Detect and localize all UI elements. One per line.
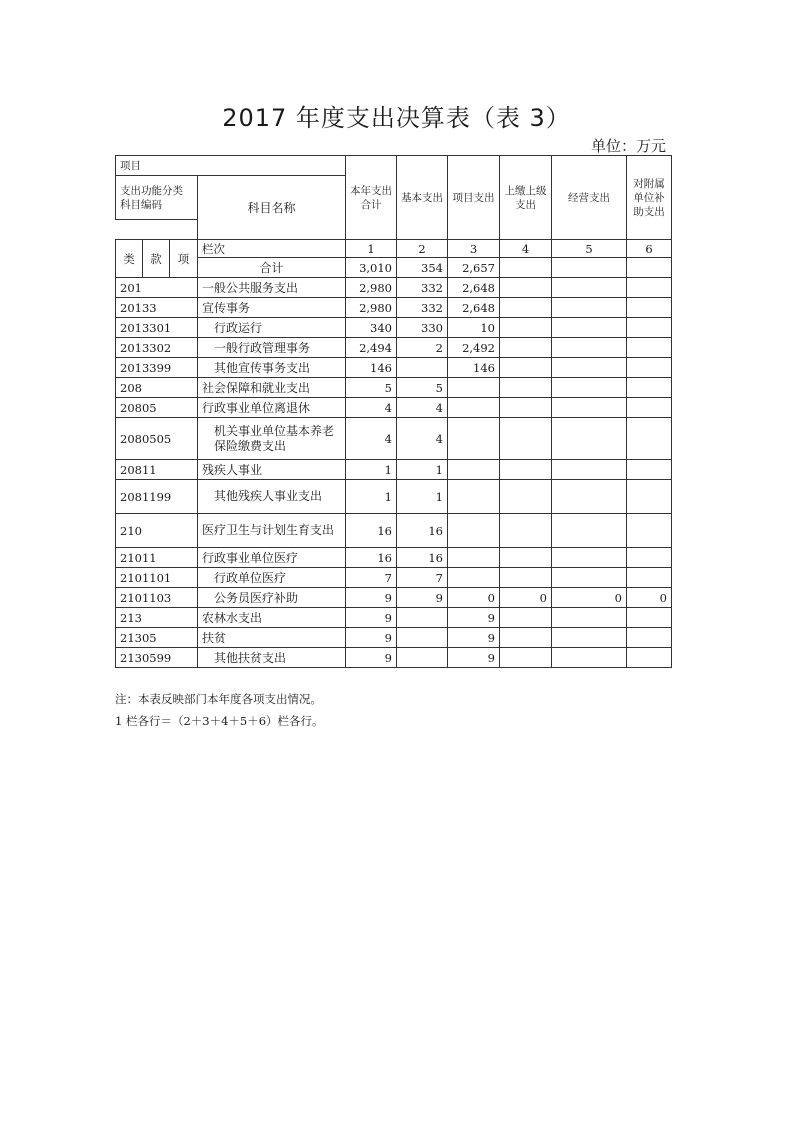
row-value-c4 — [500, 608, 552, 628]
table-row — [116, 460, 672, 480]
row-code: 2101103 — [116, 588, 198, 608]
row-value-c5 — [552, 480, 627, 514]
table-row — [116, 588, 672, 608]
row-value-c3 — [448, 398, 500, 418]
table-row — [116, 628, 672, 648]
row-code: 20133 — [116, 298, 198, 318]
row-value-c1: 1 — [346, 460, 397, 480]
row-value-c4: 0 — [500, 588, 552, 608]
col-index: 4 — [500, 240, 552, 258]
row-value-c5 — [552, 648, 627, 668]
header-col-project: 项目支出 — [448, 156, 500, 240]
col-index: 6 — [627, 240, 672, 258]
row-value-c5: 0 — [552, 588, 627, 608]
row-code: 20805 — [116, 398, 198, 418]
table-row — [116, 418, 672, 460]
row-value-c2: 330 — [397, 318, 448, 338]
row-code: 2130599 — [116, 648, 198, 668]
row-value-c5 — [552, 378, 627, 398]
row-value-c5 — [552, 358, 627, 378]
row-value-c3: 9 — [448, 648, 500, 668]
row-value-c6 — [627, 608, 672, 628]
total-value: 3,010 — [346, 258, 397, 278]
row-value-c4 — [500, 398, 552, 418]
row-value-c2: 16 — [397, 514, 448, 548]
row-value-c1: 9 — [346, 588, 397, 608]
row-code: 201 — [116, 278, 198, 298]
row-value-c3 — [448, 418, 500, 460]
row-name: 机关事业单位基本养老保险缴费支出 — [198, 418, 346, 460]
row-value-c5 — [552, 460, 627, 480]
row-name: 公务员医疗补助 — [198, 588, 346, 608]
table-row — [116, 648, 672, 668]
row-name: 其他宣传事务支出 — [198, 358, 346, 378]
row-value-c4 — [500, 298, 552, 318]
header-col-basic: 基本支出 — [397, 156, 448, 240]
row-value-c2: 1 — [397, 480, 448, 514]
row-value-c3: 0 — [448, 588, 500, 608]
total-value: 2,657 — [448, 258, 500, 278]
row-value-c1: 2,980 — [346, 278, 397, 298]
row-value-c2 — [397, 628, 448, 648]
footnote: 1 栏各行＝（2＋3＋4＋5＋6）栏各行。 — [115, 714, 324, 728]
table-row — [116, 298, 672, 318]
row-value-c3: 9 — [448, 628, 500, 648]
row-value-c4 — [500, 338, 552, 358]
expenditure-table — [115, 155, 672, 668]
row-name: 农林水支出 — [198, 608, 346, 628]
row-name: 一般公共服务支出 — [198, 278, 346, 298]
table-row — [116, 514, 672, 548]
row-value-c4 — [500, 460, 552, 480]
header-subject-name: 科目名称 — [198, 176, 346, 240]
row-value-c4 — [500, 480, 552, 514]
row-code: 208 — [116, 378, 198, 398]
col-index: 3 — [448, 240, 500, 258]
row-value-c2 — [397, 648, 448, 668]
row-value-c6 — [627, 460, 672, 480]
row-value-c4 — [500, 514, 552, 548]
row-value-c4 — [500, 318, 552, 338]
row-value-c4 — [500, 418, 552, 460]
table-row — [116, 278, 672, 298]
row-value-c1: 4 — [346, 398, 397, 418]
footnotes — [115, 688, 324, 732]
row-value-c5 — [552, 278, 627, 298]
row-value-c4 — [500, 648, 552, 668]
row-value-c5 — [552, 628, 627, 648]
row-value-c4 — [500, 278, 552, 298]
row-code: 2080505 — [116, 418, 198, 460]
row-code: 2013399 — [116, 358, 198, 378]
header-col-business: 经营支出 — [552, 156, 627, 240]
col-index: 5 — [552, 240, 627, 258]
row-value-c6 — [627, 338, 672, 358]
row-name: 宣传事务 — [198, 298, 346, 318]
row-value-c4 — [500, 378, 552, 398]
row-value-c6 — [627, 418, 672, 460]
row-value-c6 — [627, 568, 672, 588]
row-value-c6 — [627, 378, 672, 398]
row-value-c1: 1 — [346, 480, 397, 514]
table-row — [116, 378, 672, 398]
row-value-c6 — [627, 278, 672, 298]
row-value-c2: 9 — [397, 588, 448, 608]
row-code: 21305 — [116, 628, 198, 648]
row-name: 社会保障和就业支出 — [198, 378, 346, 398]
row-name: 行政单位医疗 — [198, 568, 346, 588]
table-row — [116, 608, 672, 628]
row-name: 行政事业单位医疗 — [198, 548, 346, 568]
row-value-c3 — [448, 378, 500, 398]
header-kuan: 款 — [143, 240, 170, 278]
row-value-c5 — [552, 298, 627, 318]
row-value-c3: 10 — [448, 318, 500, 338]
row-value-c2: 16 — [397, 548, 448, 568]
header-col-total: 本年支出合计 — [346, 156, 397, 240]
header-project: 项目 — [116, 156, 346, 176]
unit-label: 单位：万元 — [590, 137, 666, 155]
row-name: 残疾人事业 — [198, 460, 346, 480]
row-value-c2: 7 — [397, 568, 448, 588]
row-value-c2: 5 — [397, 378, 448, 398]
row-value-c2 — [397, 358, 448, 378]
row-code: 20811 — [116, 460, 198, 480]
row-code: 2101101 — [116, 568, 198, 588]
row-code: 2081199 — [116, 480, 198, 514]
row-value-c5 — [552, 568, 627, 588]
table-row — [116, 398, 672, 418]
total-label: 合计 — [198, 258, 346, 278]
table-row — [116, 568, 672, 588]
row-value-c3 — [448, 514, 500, 548]
row-value-c3: 2,492 — [448, 338, 500, 358]
header-xiang: 项 — [170, 240, 198, 278]
row-value-c5 — [552, 318, 627, 338]
row-value-c2: 4 — [397, 398, 448, 418]
row-value-c1: 16 — [346, 548, 397, 568]
row-value-c6 — [627, 298, 672, 318]
row-code: 213 — [116, 608, 198, 628]
row-value-c5 — [552, 338, 627, 358]
row-value-c2: 4 — [397, 418, 448, 460]
page-title: 2017 年度支出决算表（表 3） — [222, 104, 571, 132]
row-value-c3 — [448, 480, 500, 514]
row-code: 2013302 — [116, 338, 198, 358]
row-value-c2: 332 — [397, 278, 448, 298]
row-value-c3: 2,648 — [448, 278, 500, 298]
row-value-c1: 340 — [346, 318, 397, 338]
header-lanci: 栏次 — [198, 240, 346, 258]
row-value-c6: 0 — [627, 588, 672, 608]
header-col-subsidy: 对附属单位补助支出 — [627, 156, 672, 240]
row-name: 行政运行 — [198, 318, 346, 338]
row-value-c6 — [627, 628, 672, 648]
row-value-c1: 5 — [346, 378, 397, 398]
header-col-upper: 上缴上级支出 — [500, 156, 552, 240]
row-value-c1: 16 — [346, 514, 397, 548]
row-value-c2: 2 — [397, 338, 448, 358]
row-value-c6 — [627, 480, 672, 514]
row-value-c1: 9 — [346, 628, 397, 648]
row-value-c3 — [448, 460, 500, 480]
row-name: 一般行政管理事务 — [198, 338, 346, 358]
row-value-c6 — [627, 514, 672, 548]
row-value-c3 — [448, 548, 500, 568]
row-value-c5 — [552, 608, 627, 628]
row-value-c6 — [627, 318, 672, 338]
row-value-c5 — [552, 514, 627, 548]
row-value-c5 — [552, 418, 627, 460]
row-value-c5 — [552, 398, 627, 418]
row-value-c2: 1 — [397, 460, 448, 480]
row-value-c1: 2,494 — [346, 338, 397, 358]
row-value-c4 — [500, 628, 552, 648]
row-code: 2013301 — [116, 318, 198, 338]
row-value-c3: 2,648 — [448, 298, 500, 318]
row-value-c6 — [627, 548, 672, 568]
row-value-c6 — [627, 358, 672, 378]
col-index: 1 — [346, 240, 397, 258]
footnote: 注：本表反映部门本年度各项支出情况。 — [115, 692, 322, 706]
row-value-c4 — [500, 568, 552, 588]
row-value-c5 — [552, 548, 627, 568]
row-value-c1: 7 — [346, 568, 397, 588]
row-value-c4 — [500, 358, 552, 378]
table-row — [116, 480, 672, 514]
table-row — [116, 358, 672, 378]
col-index: 2 — [397, 240, 448, 258]
table-row — [116, 318, 672, 338]
row-value-c1: 9 — [346, 648, 397, 668]
total-value: 354 — [397, 258, 448, 278]
header-func-code: 支出功能分类科目编码 — [116, 176, 198, 220]
row-value-c1: 9 — [346, 608, 397, 628]
row-value-c1: 2,980 — [346, 298, 397, 318]
row-value-c3: 9 — [448, 608, 500, 628]
row-name: 其他残疾人事业支出 — [198, 480, 346, 514]
row-value-c2: 332 — [397, 298, 448, 318]
row-code: 210 — [116, 514, 198, 548]
table-row — [116, 338, 672, 358]
row-value-c4 — [500, 548, 552, 568]
row-name: 医疗卫生与计划生育支出 — [198, 514, 346, 548]
row-code: 21011 — [116, 548, 198, 568]
table-row — [116, 548, 672, 568]
row-name: 其他扶贫支出 — [198, 648, 346, 668]
row-value-c2 — [397, 608, 448, 628]
row-value-c1: 4 — [346, 418, 397, 460]
header-lei: 类 — [116, 240, 143, 278]
row-value-c6 — [627, 398, 672, 418]
row-name: 扶贫 — [198, 628, 346, 648]
row-name: 行政事业单位离退休 — [198, 398, 346, 418]
row-value-c6 — [627, 648, 672, 668]
row-value-c3: 146 — [448, 358, 500, 378]
row-value-c3 — [448, 568, 500, 588]
row-value-c1: 146 — [346, 358, 397, 378]
